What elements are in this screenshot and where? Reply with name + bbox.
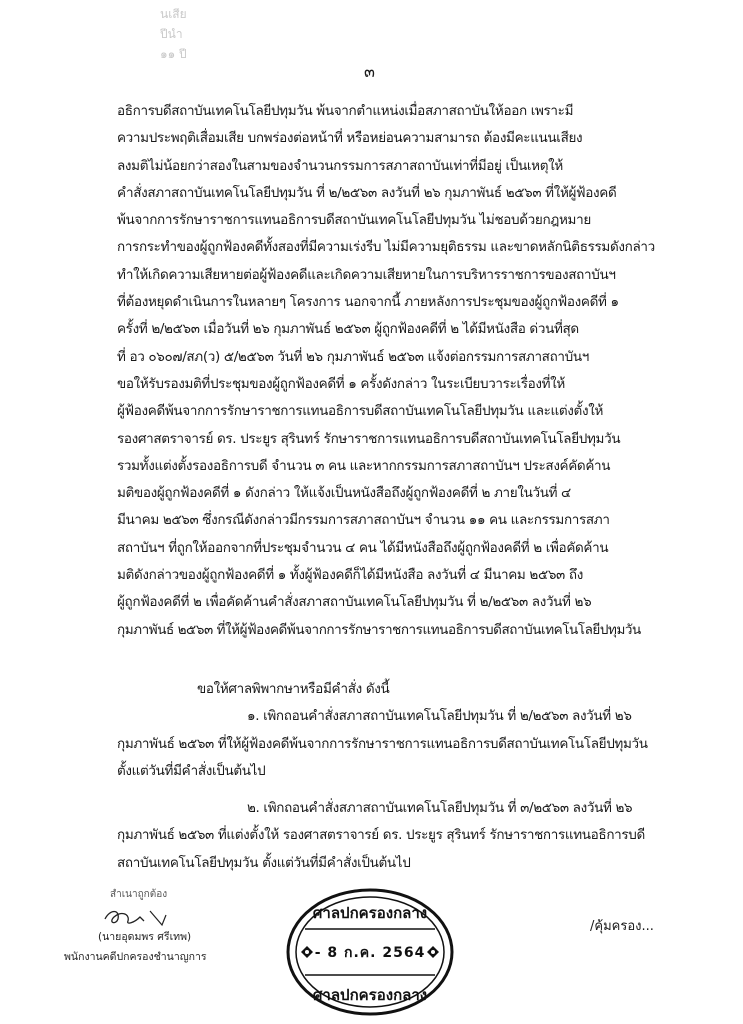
body-line: อธิการบดีสถาบันเทคโนโลยีปทุมวัน พ้นจากตำแหน่งเมื่อสภาสถาบันให้ออก เพราะมี	[117, 103, 574, 119]
continuation-marker: /คุ้มครอง...	[590, 919, 654, 934]
officer-position: พนักงานคดีปกครองชำนาญการ	[64, 951, 207, 963]
body-line: คำสั่งสภาสถาบันเทคโนโลยีปทุมวัน ที่ ๒/๒๕๖๓ ลงวันที่ ๒๖ กุมภาพันธ์ ๒๕๖๓ ที่ให้ผู้ฟ้องคดี	[117, 184, 617, 201]
body-paragraph	[117, 98, 677, 644]
certified-copy-label: สำเนาถูกต้อง	[110, 889, 168, 900]
bleed-through-text	[160, 4, 187, 64]
body-line: ที่ อว ๐๖๐๗/สภ(ว) ๕/๒๕๖๓ วันที่ ๒๖ กุมภาพันธ์ ๒๕๖๓ แจ้งต่อกรรมการสภาสถาบันฯ	[117, 348, 589, 365]
bleed-line: นเสีย	[160, 7, 187, 21]
body-line: มติของผู้ถูกฟ้องคดีที่ ๑ ดังกล่าว ให้แจ้งเป็นหนังสือถึงผู้ถูกฟ้องคดีที่ ๒ ภายในวันที่ ๔	[117, 485, 571, 502]
body-line: ครั้งที่ ๒/๒๕๖๓ เมื่อวันที่ ๒๖ กุมภาพันธ์ ๒๕๖๓ ผู้ถูกฟ้องคดีที่ ๒ ได้มีหนังสือ ด่วนที่สุด	[117, 321, 579, 338]
body-line: พ้นจากการรักษาราชการแทนอธิการบดีสถาบันเทคโนโลยีปทุมวัน ไม่ชอบด้วยกฎหมาย	[117, 212, 591, 229]
body-line: ขอให้รับรองมติที่ประชุมของผู้ถูกฟ้องคดีที่ ๑ ครั้งดังกล่าว ในระเบียบวาระเรื่องที่ให้	[117, 375, 565, 392]
prayer-item-2-line: สถาบันเทคโนโลยีปทุมวัน ตั้งแต่วันที่มีคำสั่งเป็นต้นไป	[117, 854, 411, 871]
body-line: ผู้ฟ้องคดีพ้นจากการรักษาราชการแทนอธิการบดีสถาบันเทคโนโลยีปทุมวัน และแต่งตั้งให้	[117, 403, 603, 420]
prayer-item-1-line: ตั้งแต่วันที่มีคำสั่งเป็นต้นไป	[117, 762, 266, 779]
body-line: การกระทำของผู้ถูกฟ้องคดีทั้งสองที่มีความเร่งรีบ ไม่มีความยุติธรรม และขาดหลักนิติธรรมดังกล่าว	[117, 239, 655, 256]
body-line: มติดังกล่าวของผู้ถูกฟ้องคดีที่ ๑ ทั้งผู้ฟ้องคดีก็ได้มีหนังสือ ลงวันที่ ๔ มีนาคม ๒๕๖๓ ถึง	[117, 567, 583, 584]
prayer-section	[117, 676, 677, 877]
prayer-item-2-line: กุมภาพันธ์ ๒๕๖๓ ที่แต่งตั้งให้ รองศาสตราจารย์ ดร. ประยูร สุรินทร์ รักษาราชการแทนอธิการบดี	[117, 827, 645, 844]
stamp-bottom-text: ศาลปกครองกลาง	[312, 986, 428, 1004]
body-line: ความประพฤติเสื่อมเสีย บกพร่องต่อหน้าที่ หรือหย่อนความสามารถ ต้องมีคะแนนเสียง	[117, 130, 583, 147]
stamp-top-text: ศาลปกครองกลาง	[312, 904, 428, 922]
body-line: ทำให้เกิดความเสียหายต่อผู้ฟ้องคดีและเกิดความเสียหายในการบริหารราชการของสถาบันฯ	[117, 266, 616, 283]
body-line: กุมภาพันธ์ ๒๕๖๓ ที่ให้ผู้ฟ้องคดีพ้นจากการรักษาราชการแทนอธิการบดีสถาบันเทคโนโลยีปทุมวัน	[117, 621, 641, 638]
stamp-date: - 8 ก.ค. 2564	[314, 945, 426, 961]
body-line: ลงมติไม่น้อยกว่าสองในสามของจำนวนกรรมการสภาสถาบันเท่าที่มีอยู่ เป็นเหตุให้	[117, 157, 563, 174]
prayer-heading: ขอให้ศาลพิพากษาหรือมีคำสั่ง ดังนี้	[197, 681, 390, 697]
bleed-line: ปีนำ	[160, 27, 183, 41]
page-number: ๓	[364, 62, 375, 81]
body-line: มีนาคม ๒๕๖๓ ซึ่งกรณีดังกล่าวมีกรรมการสภาสถาบันฯ จำนวน ๑๑ คน และกรรมการสภา	[117, 512, 610, 529]
body-line: รวมทั้งแต่งตั้งรองอธิการบดี จำนวน ๓ คน และหากกรรมการสภาสถาบันฯ ประสงค์คัดค้าน	[117, 457, 611, 474]
body-line: ผู้ถูกฟ้องคดีที่ ๒ เพื่อคัดค้านคำสั่งสภาสถาบันเทคโนโลยีปทุมวัน ที่ ๒/๒๕๖๓ ลงวันที่ ๒๖	[117, 594, 592, 611]
prayer-item-1-line: กุมภาพันธ์ ๒๕๖๓ ที่ให้ผู้ฟ้องคดีพ้นจากการรักษาราชการแทนอธิการบดีสถาบันเทคโนโลยีปทุมวัน	[117, 735, 648, 752]
certification-signature	[60, 885, 207, 967]
handwritten-signature	[60, 905, 207, 927]
prayer-item-1-line: ๑. เพิกถอนคำสั่งสภาสถาบันเทคโนโลยีปทุมวัน ที่ ๒/๒๕๖๓ ลงวันที่ ๒๖	[247, 708, 632, 725]
court-stamp	[285, 887, 455, 1017]
officer-name: (นายอุดมพร ศรีเทพ)	[98, 931, 192, 943]
bleed-line: ๑๑ ปี	[160, 47, 187, 61]
prayer-item-2-line: ๒. เพิกถอนคำสั่งสภาสถาบันเทคโนโลยีปทุมวัน ที่ ๓/๒๕๖๓ ลงวันที่ ๒๖	[247, 800, 633, 817]
body-line: สถาบันฯ ที่ถูกให้ออกจากที่ประชุมจำนวน ๔ คน ได้มีหนังสือถึงผู้ถูกฟ้องคดีที่ ๒ เพื่อคัดค้าน	[117, 539, 609, 556]
body-line: รองศาสตราจารย์ ดร. ประยูร สุรินทร์ รักษาราชการแทนอธิการบดีสถาบันเทคโนโลยีปทุมวัน	[117, 430, 621, 447]
body-line: ที่ต้องหยุดดำเนินการในหลายๆ โครงการ นอกจากนี้ ภายหลังการประชุมของผู้ถูกฟ้องคดีที่ ๑	[117, 294, 619, 311]
